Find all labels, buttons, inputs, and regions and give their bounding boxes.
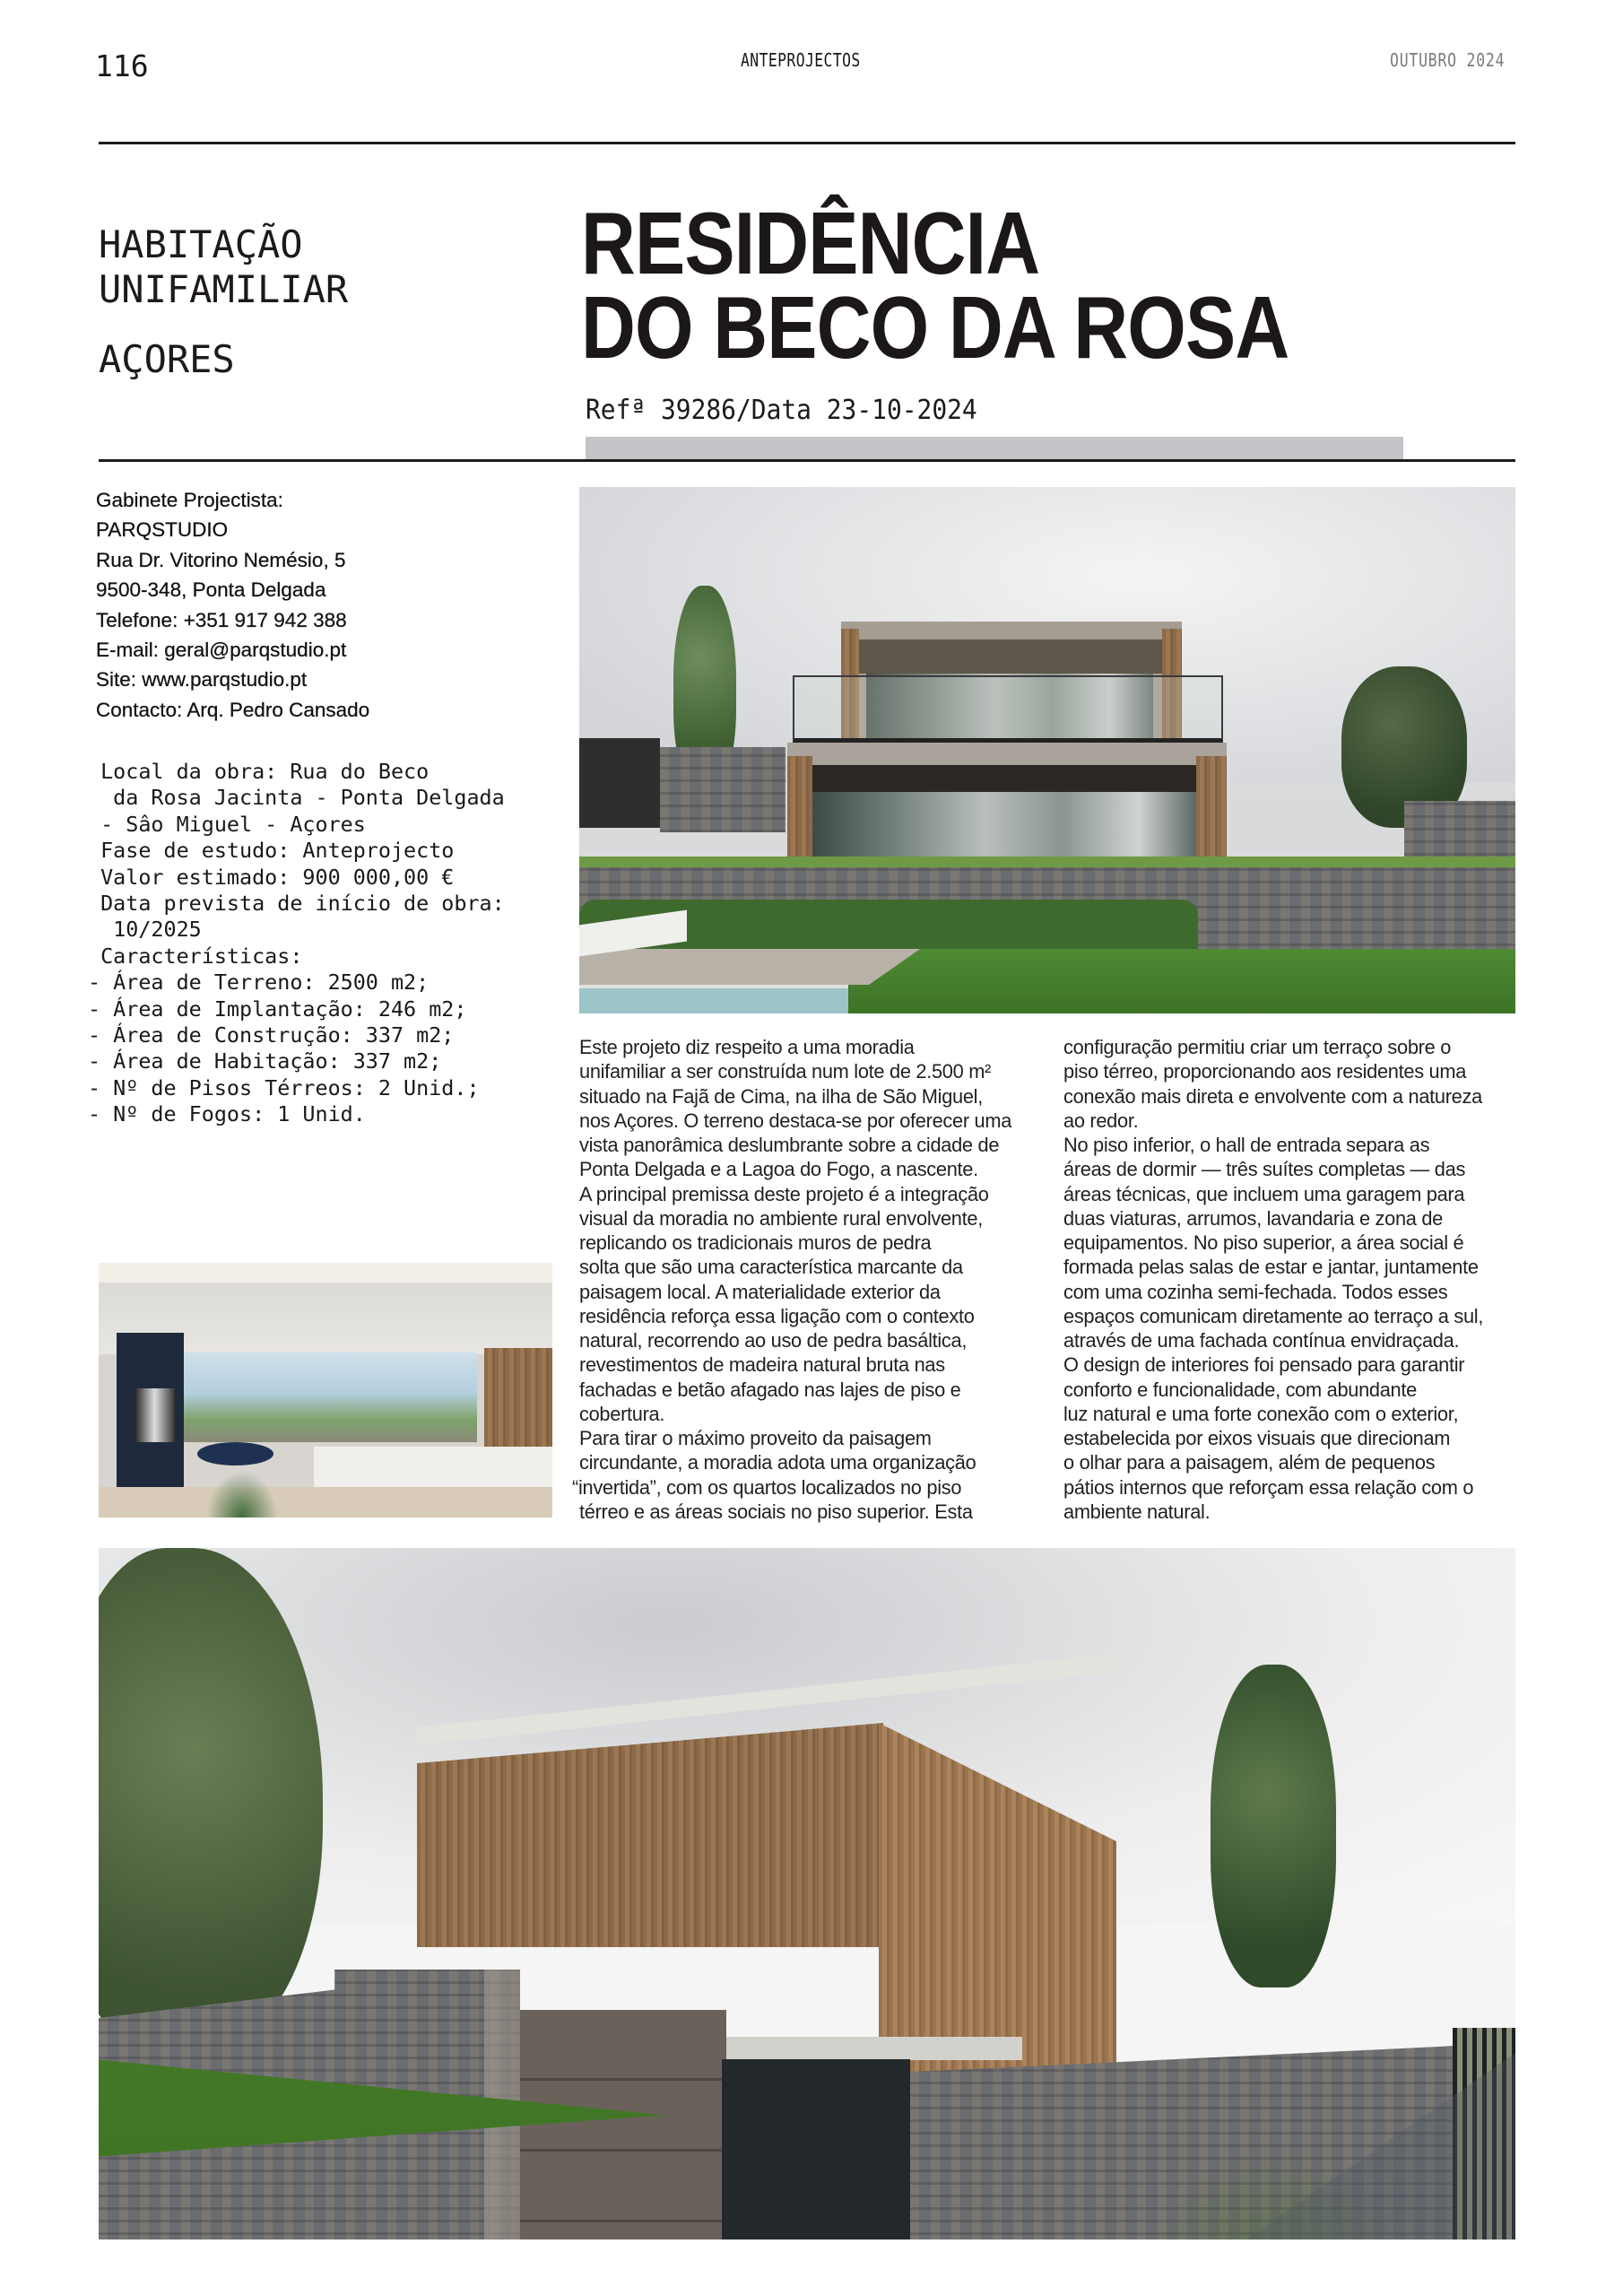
- body-line: visual da moradia no ambiente rural envolvente,: [579, 1206, 983, 1230]
- body-line: nos Açores. O terreno destaca-se por oferecer uma: [579, 1109, 1012, 1132]
- body-line: vista panorâmica deslumbrante sobre a cidade de: [579, 1134, 1000, 1156]
- body-line: configuração permitiu criar um terraço sobre o: [1063, 1036, 1452, 1058]
- body-line: luz natural e uma forte conexão com o exterior,: [1063, 1402, 1459, 1425]
- body-line: No piso inferior, o hall de entrada separa as: [1063, 1134, 1430, 1156]
- detail-line: Características:: [88, 943, 303, 969]
- body-line: térreo e as áreas sociais no piso superior. Esta: [579, 1500, 973, 1523]
- body-line: fachadas e betão afagado nas lajes de piso e: [579, 1378, 961, 1401]
- header-rule: [99, 142, 1515, 144]
- detail-line: - Nº de Pisos Térreos: 2 Unid.;: [88, 1074, 480, 1100]
- contact-phone: Telefone: +351 917 942 388: [96, 608, 347, 631]
- body-line: piso térreo, proporcionando aos residentes uma: [1063, 1060, 1467, 1083]
- body-line: “invertida”, com os quartos localizados no piso: [572, 1475, 962, 1499]
- category-type-line-1: HABITAÇÃO: [99, 222, 303, 266]
- detail-line: - Área de Habitação: 337 m2;: [88, 1048, 442, 1074]
- body-line: espaços comunicam diretamente ao terraço a sul,: [1063, 1304, 1484, 1327]
- page-title-line-1: RESIDÊNCIA: [581, 194, 1040, 292]
- body-line: através de uma fachada contínua envidraçada.: [1063, 1329, 1460, 1352]
- contact-email[interactable]: E-mail: geral@parqstudio.pt: [96, 639, 347, 662]
- detail-line: - Área de Implantação: 246 m2;: [88, 996, 467, 1022]
- body-column-1: [572, 1035, 1012, 1524]
- body-line: conforto e funcionalidade, com abundante: [1063, 1378, 1417, 1401]
- contact-person: Contacto: Arq. Pedro Cansado: [96, 698, 370, 721]
- body-line: cobertura.: [579, 1402, 665, 1425]
- body-line: estabelecida por eixos visuais que direcionam: [1063, 1427, 1451, 1449]
- detail-line: Local da obra: Rua do Beco: [88, 759, 430, 784]
- body-line: formada pelas salas de estar e jantar, juntamente: [1063, 1256, 1479, 1279]
- title-rule: [99, 459, 1515, 462]
- contact-street: Rua Dr. Vitorino Nemésio, 5: [96, 548, 346, 571]
- contact-studio: PARQSTUDIO: [96, 518, 229, 542]
- detail-line: 10/2025: [88, 917, 202, 943]
- detail-line: da Rosa Jacinta - Ponta Delgada: [88, 785, 505, 811]
- detail-line: - Área de Construção: 337 m2;: [88, 1022, 455, 1048]
- hero-exterior-render: [579, 487, 1515, 1013]
- detail-line: - Área de Terreno: 2500 m2;: [88, 970, 430, 996]
- page-title-line-2: DO BECO DA ROSA: [581, 278, 1289, 377]
- project-details: [88, 759, 505, 1128]
- body-line: o olhar para a paisagem, além de pequenos: [1063, 1451, 1436, 1474]
- detail-line: Valor estimado: 900 000,00 €: [88, 864, 455, 890]
- body-line: revestimentos de madeira natural bruta nas: [579, 1353, 945, 1377]
- contact-site[interactable]: Site: www.parqstudio.pt: [96, 668, 308, 691]
- detail-line: - Nº de Fogos: 1 Unid.: [88, 1101, 366, 1127]
- body-column-2: [1063, 1035, 1483, 1524]
- body-line: Este projeto diz respeito a uma moradia: [579, 1036, 915, 1058]
- body-line: conexão mais direta e envolvente com a natureza: [1063, 1084, 1482, 1108]
- body-line: ao redor.: [1063, 1109, 1139, 1132]
- body-line: replicando os tradicionais muros de pedra: [579, 1231, 932, 1254]
- body-line: A principal premissa deste projeto é a integração: [579, 1182, 989, 1205]
- reference-date: Refª 39286/Data 23-10-2024: [586, 395, 977, 426]
- category-region: AÇORES: [99, 337, 235, 381]
- detail-line: - Sâo Miguel - Açores: [88, 811, 366, 837]
- body-line: unifamiliar a ser construída num lote de 2.500 m²: [579, 1060, 992, 1083]
- category-type-line-2: UNIFAMILIAR: [99, 267, 349, 311]
- body-line: solta que são uma característica marcante da: [579, 1256, 963, 1279]
- contact-city: 9500-348, Ponta Delgada: [96, 578, 326, 602]
- detail-line: Data prevista de início de obra:: [88, 891, 505, 917]
- accent-bar: [586, 437, 1403, 461]
- contact-label: Gabinete Projectista:: [96, 489, 283, 511]
- body-line: duas viaturas, arrumos, lavandaria e zona de: [1063, 1206, 1443, 1230]
- tree-icon: [1211, 1665, 1336, 1987]
- body-line: paisagem local. A materialidade exterior da: [579, 1280, 941, 1303]
- entrance-exterior-render: [99, 1548, 1515, 2239]
- body-line: ambiente natural.: [1063, 1500, 1211, 1523]
- body-line: residência reforça essa ligação com o contexto: [579, 1304, 975, 1327]
- body-line: Para tirar o máximo proveito da paisagem: [579, 1427, 932, 1449]
- issue-date: OUTUBRO 2024: [1390, 49, 1506, 71]
- body-line: situado na Fajã de Cima, na ilha de São Miguel,: [579, 1084, 983, 1108]
- detail-line: Fase de estudo: Anteprojecto: [88, 838, 455, 864]
- body-line: Ponta Delgada e a Lagoa do Fogo, a nascente.: [579, 1158, 978, 1181]
- interior-render: [99, 1263, 552, 1518]
- body-line: áreas de dormir — três suítes completas — das: [1063, 1158, 1466, 1181]
- architect-contact-block: [96, 485, 369, 725]
- body-line: pátios internos que reforçam essa relação com o: [1063, 1475, 1474, 1499]
- body-line: equipamentos. No piso superior, a área social é: [1063, 1231, 1464, 1254]
- body-line: circundante, a moradia adota uma organização: [579, 1451, 976, 1474]
- body-line: áreas técnicas, que incluem uma garagem para: [1063, 1182, 1465, 1205]
- body-line: natural, recorrendo ao uso de pedra basáltica,: [579, 1329, 968, 1352]
- body-line: O design de interiores foi pensado para garantir: [1063, 1353, 1465, 1377]
- body-line: com uma cozinha semi-fechada. Todos esses: [1063, 1280, 1448, 1303]
- page-number: 116: [95, 48, 149, 83]
- section-label: ANTEPROJECTOS: [741, 49, 861, 71]
